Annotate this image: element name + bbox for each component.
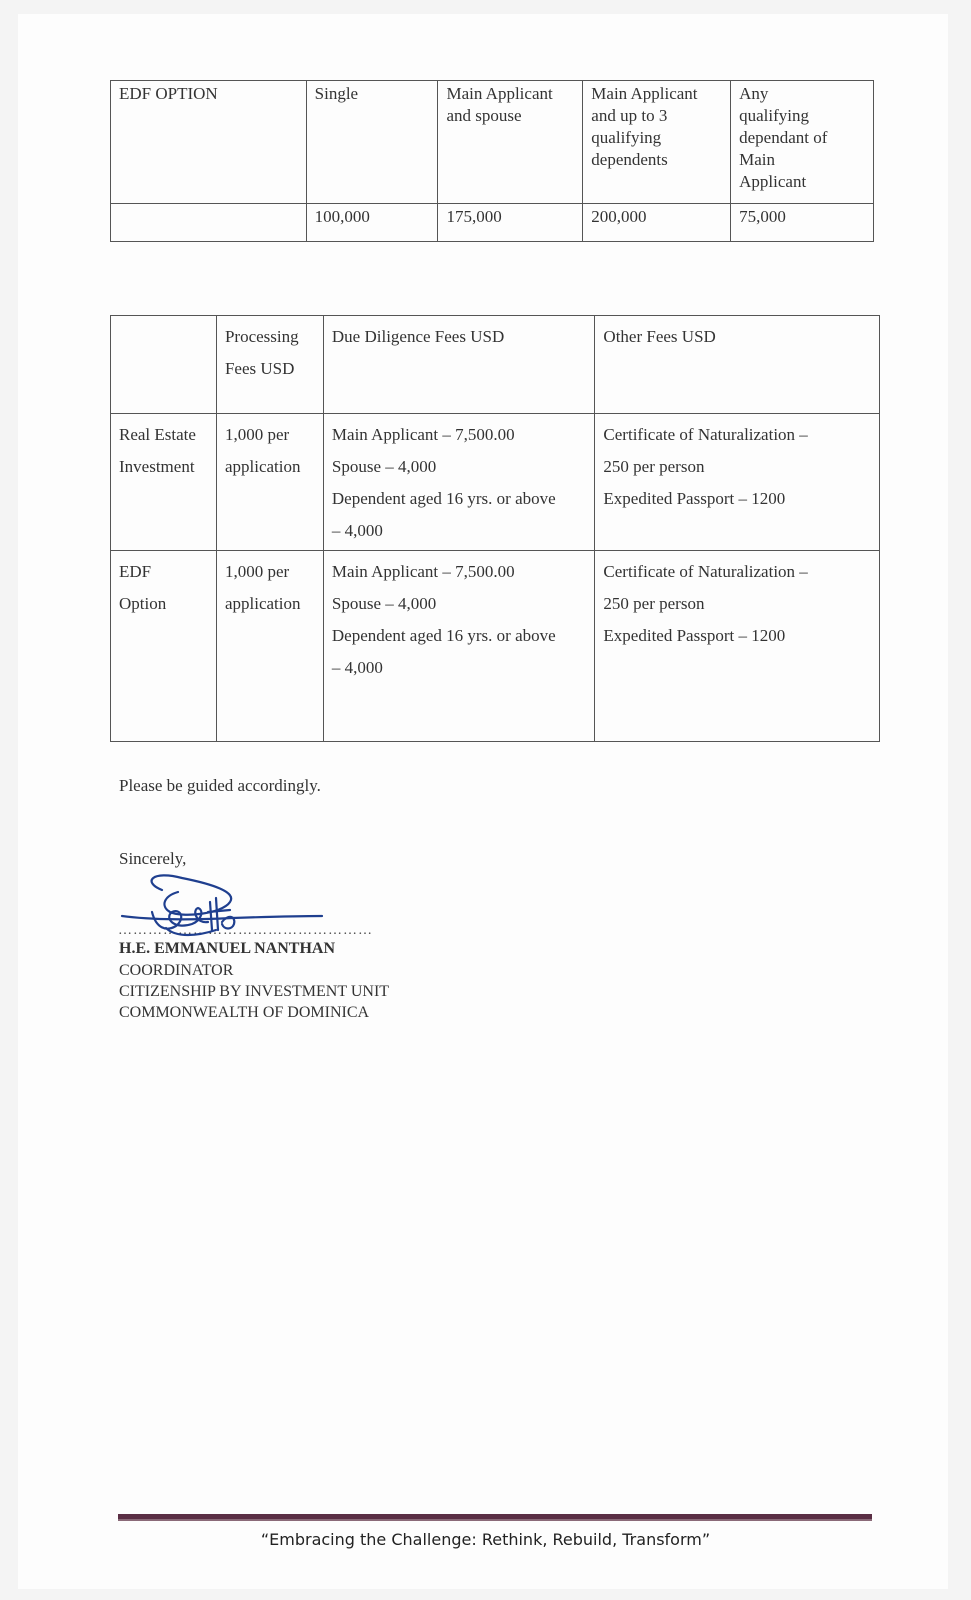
header-line: Main — [739, 150, 776, 169]
cell-line: Expedited Passport – 1200 — [603, 626, 786, 645]
header-line: and spouse — [446, 106, 522, 125]
edf-option-table — [110, 80, 874, 242]
cell-line: Spouse – 4,000 — [331, 457, 437, 476]
footer-divider — [118, 1514, 872, 1519]
cell-line: 1,000 per — [224, 562, 290, 581]
edf-value-cell: 100,000 — [306, 204, 438, 242]
edf-header-cell — [731, 81, 874, 204]
fees-header-blank — [111, 316, 217, 414]
cell-line: Certificate of Naturalization – — [603, 562, 808, 581]
fees-due-diligence-cell — [323, 414, 595, 551]
cell-line: Main Applicant – 7,500.00 — [331, 562, 515, 581]
cell-line: Real Estate — [119, 425, 196, 444]
fees-row-label — [111, 551, 217, 742]
header-line: Main Applicant — [446, 84, 553, 103]
header-line: Fees USD — [224, 359, 295, 378]
edf-value-cell — [111, 204, 307, 242]
cell-line: 1,000 per — [224, 425, 290, 444]
signatory-title: COORDINATOR — [119, 962, 234, 979]
edf-option-label: EDF OPTION — [119, 84, 218, 103]
fees-header-other: Other Fees USD — [595, 316, 880, 414]
guidance-text: Please be guided accordingly. — [119, 776, 321, 795]
signatory-country: COMMONWEALTH OF DOMINICA — [119, 1004, 370, 1021]
fees-processing-cell — [216, 551, 323, 742]
cell-line: 250 per person — [603, 457, 705, 476]
header-line: and up to 3 — [591, 106, 668, 125]
fees-header-processing — [216, 316, 323, 414]
cell-line: – 4,000 — [331, 658, 383, 677]
signatory-unit: CITIZENSHIP BY INVESTMENT UNIT — [119, 983, 390, 1000]
cell-line: – 4,000 — [331, 521, 383, 540]
header-line: qualifying — [739, 106, 810, 125]
signature-line: …………………………………………… — [118, 923, 373, 938]
single-label: Single — [314, 84, 359, 103]
fees-row-label — [111, 414, 217, 551]
cell-line: Spouse – 4,000 — [331, 594, 437, 613]
header-line: dependents — [591, 150, 668, 169]
fees-row-edf — [111, 551, 880, 742]
fees-row-real-estate — [111, 414, 880, 551]
header-line: Any — [739, 84, 769, 103]
edf-header-row — [111, 81, 874, 204]
edf-value-cell: 200,000 — [583, 204, 731, 242]
cell-line: Dependent aged 16 yrs. or above — [331, 626, 556, 645]
signatory-name: H.E. EMMANUEL NANTHAN — [119, 940, 336, 957]
cell-line: Main Applicant – 7,500.00 — [331, 425, 515, 444]
header-line: qualifying — [591, 128, 662, 147]
header-line: Applicant — [739, 172, 807, 191]
fees-table — [110, 315, 880, 742]
cell-line: EDF — [119, 562, 152, 581]
fees-due-diligence-cell — [323, 551, 595, 742]
header-line: Processing — [224, 327, 299, 346]
cell-line: Option — [119, 594, 167, 613]
edf-value-cell: 75,000 — [731, 204, 874, 242]
edf-header-cell — [583, 81, 731, 204]
edf-value-row — [111, 204, 874, 242]
cell-line: Certificate of Naturalization – — [603, 425, 808, 444]
fees-processing-cell — [216, 414, 323, 551]
header-line: Main Applicant — [591, 84, 698, 103]
cell-line: Expedited Passport – 1200 — [603, 489, 786, 508]
cell-line: Investment — [119, 457, 195, 476]
footer-motto: “Embracing the Challenge: Rethink, Rebuild, Transform” — [260, 1530, 711, 1549]
edf-value-cell: 175,000 — [438, 204, 583, 242]
cell-line: Dependent aged 16 yrs. or above — [331, 489, 556, 508]
header-line: dependant of — [739, 128, 828, 147]
edf-header-cell — [306, 81, 438, 204]
edf-header-cell — [111, 81, 307, 204]
document-page — [18, 14, 948, 1589]
edf-header-cell — [438, 81, 583, 204]
fees-header-row — [111, 316, 880, 414]
salutation: Sincerely, — [119, 849, 187, 868]
cell-line: application — [224, 457, 301, 476]
cell-line: 250 per person — [603, 594, 705, 613]
fees-header-due-diligence: Due Diligence Fees USD — [323, 316, 595, 414]
cell-line: application — [224, 594, 301, 613]
fees-other-cell — [595, 551, 880, 742]
fees-other-cell — [595, 414, 880, 551]
